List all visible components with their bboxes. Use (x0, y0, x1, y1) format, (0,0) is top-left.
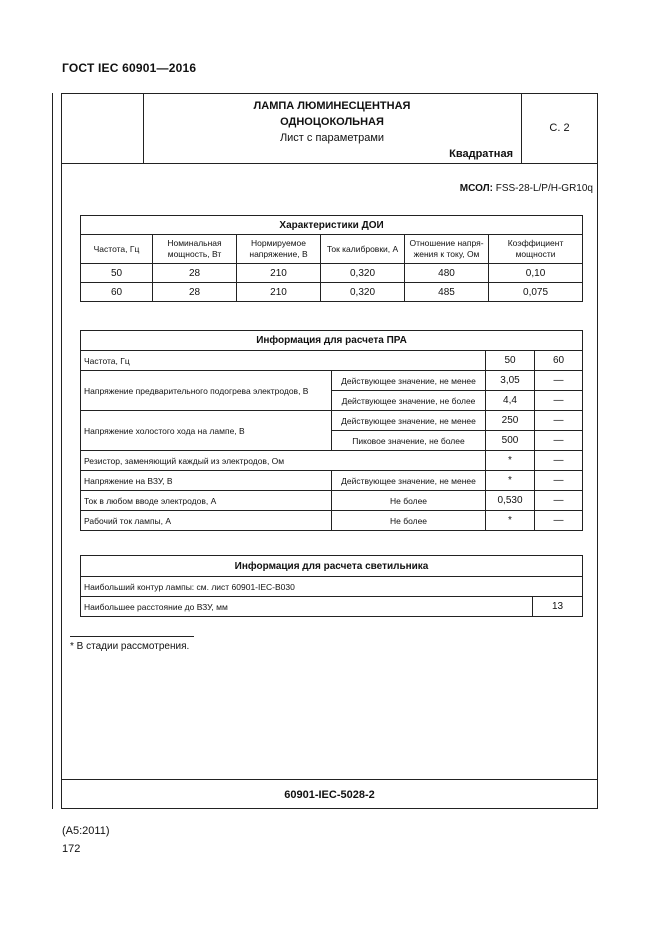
pra-current-50: 0,530 (486, 491, 535, 511)
pra-freq-50: 50 (486, 351, 535, 371)
pra-work-60: — (535, 511, 583, 531)
doi-cell: 210 (237, 264, 321, 283)
table-row (81, 491, 583, 511)
pra-current-60: — (535, 491, 583, 511)
footer-divider (61, 779, 598, 780)
table-row (81, 597, 583, 617)
pra-work-cond: Не более (332, 511, 486, 531)
doi-cell: 0,10 (489, 264, 583, 283)
pra-work-50: * (486, 511, 535, 531)
pra-current-cond: Не более (332, 491, 486, 511)
table-row (81, 371, 583, 391)
left-margin-rule (52, 93, 53, 809)
revision-note: (А5:2011) (62, 825, 110, 837)
footnote: * В стадии рассмотрения. (70, 641, 190, 652)
pra-freq-60: 60 (535, 351, 583, 371)
pra-caption: Информация для расчета ПРА (81, 331, 583, 351)
lamp-title-line2: ОДНОЦОКОЛЬНАЯ (280, 116, 384, 128)
table-row (81, 471, 583, 491)
table-row (81, 511, 583, 531)
doi-cell: 60 (81, 283, 153, 302)
luminaire-table (80, 555, 583, 617)
doi-header-power: Номинальная мощность, Вт (153, 235, 237, 264)
pra-preheat-max-50: 4,4 (486, 391, 535, 411)
pra-preheat-max-60: — (535, 391, 583, 411)
sheet-page: С. 2 (549, 122, 570, 134)
pra-preheat-max-label: Действующее значение, не более (332, 391, 486, 411)
pra-preheat-min-label: Действующее значение, не менее (332, 371, 486, 391)
pra-ocv-peak-60: — (535, 431, 583, 451)
luminaire-distance-label: Наибольшее расстояние до ВЗУ, мм (81, 597, 533, 617)
sheet-code: 60901-IEC-5028-2 (284, 789, 375, 801)
lamp-shape: Квадратная (449, 148, 513, 160)
pra-freq-label: Частота, Гц (81, 351, 486, 371)
pra-resistor-label: Резистор, заменяющий каждый из электродов, Ом (81, 451, 486, 471)
doi-cell: 0,320 (321, 264, 405, 283)
page-number: 172 (62, 843, 81, 855)
table-row (81, 411, 583, 431)
pra-preheat-label: Напряжение предварительного подогрева электродов, В (81, 371, 332, 411)
doi-cell: 485 (405, 283, 489, 302)
msol-designation (300, 183, 593, 194)
pra-resistor-60: — (535, 451, 583, 471)
doi-header-current: Ток калибровки, А (321, 235, 405, 264)
doi-cell: 50 (81, 264, 153, 283)
pra-vzu-50: * (486, 471, 535, 491)
pra-ocv-label: Напряжение холостого хода на лампе, В (81, 411, 332, 451)
pra-preheat-min-60: — (535, 371, 583, 391)
doi-header-voltage: Нормируемое напряжение, В (237, 235, 321, 264)
pra-ocv-rms-50: 250 (486, 411, 535, 431)
doi-header-freq: Частота, Гц (81, 235, 153, 264)
pra-vzu-label: Напряжение на ВЗУ, В (81, 471, 332, 491)
table-row (81, 451, 583, 471)
sheet-subtitle: Лист с параметрами (279, 132, 385, 144)
doi-cell: 480 (405, 264, 489, 283)
doi-cell: 0,320 (321, 283, 405, 302)
doi-cell: 210 (237, 283, 321, 302)
msol-label: МСОЛ: (459, 183, 493, 194)
table-row (81, 264, 583, 283)
pra-ocv-peak-50: 500 (486, 431, 535, 451)
pra-ocv-rms-60: — (535, 411, 583, 431)
doi-cell: 28 (153, 264, 237, 283)
doi-cell: 0,075 (489, 283, 583, 302)
doi-cell: 28 (153, 283, 237, 302)
msol-value: FSS-28-L/P/H-GR10q (495, 183, 593, 194)
pra-preheat-min-50: 3,05 (486, 371, 535, 391)
doi-table (80, 215, 583, 302)
pra-ocv-peak-label: Пиковое значение, не более (332, 431, 486, 451)
luminaire-caption: Информация для расчета светильника (81, 556, 583, 577)
pra-vzu-60: — (535, 471, 583, 491)
table-row (81, 351, 583, 371)
pra-vzu-cond: Действующее значение, не менее (332, 471, 486, 491)
pra-work-label: Рабочий ток лампы, А (81, 511, 332, 531)
table-row (81, 577, 583, 597)
doi-header-ratio: Отношение напря-жения к току, Ом (405, 235, 489, 264)
header-divider-bottom (61, 163, 598, 164)
pra-ocv-rms-label: Действующее значение, не менее (332, 411, 486, 431)
footnote-rule (70, 636, 194, 637)
lamp-title-line1: ЛАМПА ЛЮМИНЕСЦЕНТНАЯ (253, 100, 411, 112)
pra-resistor-50: * (486, 451, 535, 471)
pra-table (80, 330, 583, 531)
doi-header-pf: Коэффициент мощности (489, 235, 583, 264)
table-row (81, 283, 583, 302)
standard-header: ГОСТ IEC 60901—2016 (62, 61, 197, 75)
doi-caption: Характеристики ДОИ (81, 216, 583, 235)
pra-current-label: Ток в любом вводе электродов, А (81, 491, 332, 511)
luminaire-contour: Наибольший контур лампы: см. лист 60901-IEC-B030 (81, 577, 583, 597)
luminaire-distance-value: 13 (533, 597, 583, 617)
